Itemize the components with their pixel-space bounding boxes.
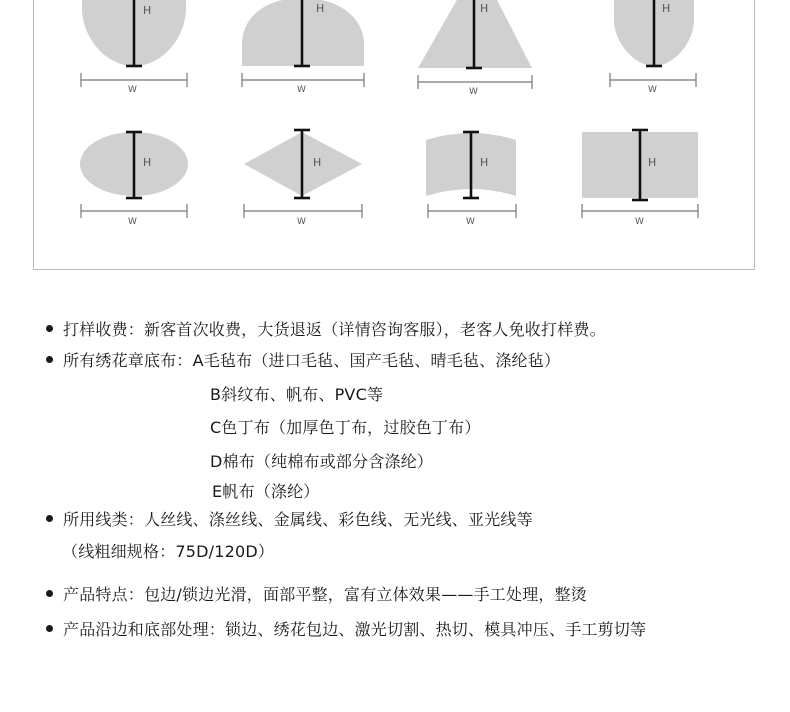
shape-size-diagram [0, 0, 790, 280]
features-text: 产品特点：包边/锁边光滑，面部平整，富有立体效果——手工处理，整烫 [63, 585, 587, 604]
width-label: W [128, 85, 137, 95]
fabric-e: E帆布（涤纶） [212, 482, 320, 501]
bullet-dot [46, 356, 53, 363]
note-features [46, 585, 587, 605]
width-label: W [635, 217, 644, 227]
fabric-c: C色丁布（加厚色丁布，过胶色丁布） [210, 418, 481, 437]
bullet-dot [46, 590, 53, 597]
width-label: W [128, 217, 137, 227]
note-edge-treatment [46, 620, 646, 640]
thread-types-text: 所用线类：人丝线、涤丝线、金属线、彩色线、无光线、亚光线等 [63, 510, 533, 529]
bullet-dot [46, 625, 53, 632]
shape-concave-rect [426, 132, 516, 227]
width-label: W [466, 217, 475, 227]
note-fabric [46, 351, 560, 371]
shape-arch [242, 0, 364, 95]
height-label: H [316, 2, 325, 15]
height-label: H [313, 156, 322, 169]
fabric-intro-text: 所有绣花章底布：A毛毡布（进口毛毡、国产毛毡、晴毛毡、涤纶毡） [63, 351, 561, 370]
sample-fee-text: 打样收费：新客首次收费，大货退返（详情咨询客服），老客人免收打样费。 [63, 320, 606, 339]
width-label: W [648, 85, 657, 95]
shape-triangle [418, 0, 532, 97]
shape-rectangle [582, 130, 698, 227]
thread-spec: （线粗细规格：75D/120D） [62, 542, 275, 561]
bullet-dot [46, 325, 53, 332]
height-label: H [480, 2, 489, 15]
height-label: H [143, 156, 152, 169]
note-sample-fee [46, 320, 606, 340]
shape-drop [610, 0, 696, 95]
note-threads [46, 510, 533, 530]
fabric-b: B斜纹布、帆布、PVC等 [210, 385, 384, 404]
width-label: W [297, 217, 306, 227]
edge-treatment-text: 产品沿边和底部处理：锁边、绣花包边、激光切割、热切、模具冲压、手工剪切等 [63, 620, 647, 639]
height-label: H [143, 4, 152, 17]
bullet-dot [46, 515, 53, 522]
shape-diamond [244, 130, 362, 227]
fabric-d: D棉布（纯棉布或部分含涤纶） [210, 452, 434, 471]
width-label: W [297, 85, 306, 95]
width-label: W [469, 87, 478, 97]
height-label: H [662, 2, 671, 15]
shape-ellipse [80, 132, 188, 227]
shape-shield-round [81, 0, 187, 95]
height-label: H [648, 156, 657, 169]
height-label: H [480, 156, 489, 169]
